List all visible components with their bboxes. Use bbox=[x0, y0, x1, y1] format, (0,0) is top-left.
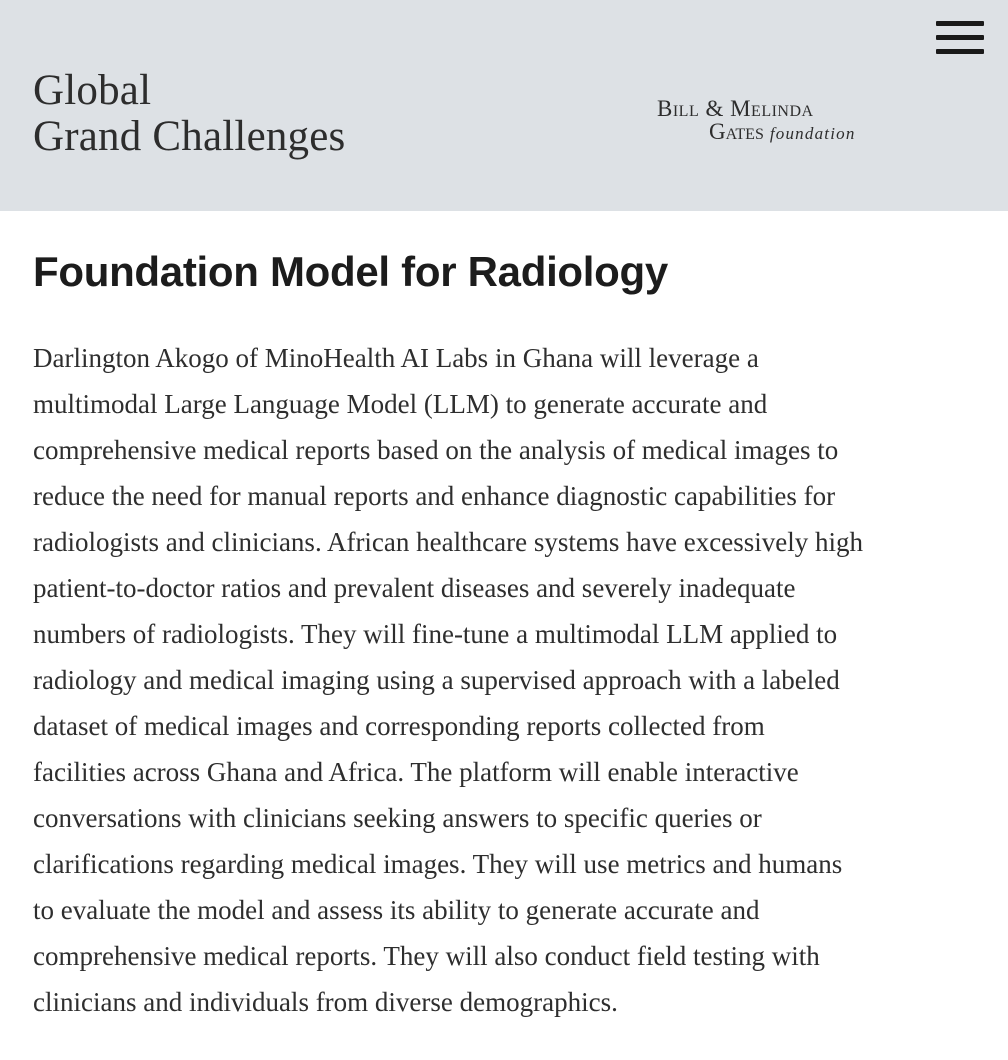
body-line: patient-to-doctor ratios and prevalent diseases and severely inadequate bbox=[33, 573, 796, 603]
menu-bar-bottom bbox=[936, 49, 984, 54]
body-line: comprehensive medical reports based on the analysis of medical images to bbox=[33, 435, 839, 465]
hamburger-menu-icon[interactable] bbox=[932, 18, 986, 58]
body-line: comprehensive medical reports. They will also conduct field testing with bbox=[33, 941, 820, 971]
page-title: Foundation Model for Radiology bbox=[33, 248, 668, 295]
body-line: clinicians and individuals from diverse demographics. bbox=[33, 987, 618, 1017]
logo-line1: Bill & Melinda bbox=[657, 96, 814, 121]
article bbox=[33, 243, 983, 1017]
menu-bar-middle bbox=[936, 35, 984, 40]
body-line: reduce the need for manual reports and enhance diagnostic capabilities for bbox=[33, 481, 836, 511]
body-line: numbers of radiologists. They will fine-tune a multimodal LLM applied to bbox=[33, 619, 838, 649]
site-title[interactable] bbox=[33, 68, 345, 160]
body-line: Darlington Akogo of MinoHealth AI Labs in Ghana will leverage a bbox=[33, 343, 759, 373]
site-title-line1: Global bbox=[33, 67, 152, 114]
body-line: to evaluate the model and assess its ability to generate accurate and bbox=[33, 895, 760, 925]
body-line: multimodal Large Language Model (LLM) to generate accurate and bbox=[33, 389, 768, 419]
body-line: dataset of medical images and corresponding reports collected from bbox=[33, 711, 765, 741]
menu-bar-top bbox=[936, 21, 984, 26]
body-line: radiologists and clinicians. African healthcare systems have excessively high bbox=[33, 527, 863, 557]
body-line: clarifications regarding medical images. They will use metrics and humans bbox=[33, 849, 843, 879]
logo-foundation: foundation bbox=[769, 124, 856, 143]
body-line: conversations with clinicians seeking answers to specific queries or bbox=[33, 803, 762, 833]
logo-line2 bbox=[709, 119, 856, 145]
body-line: radiology and medical imaging using a supervised approach with a labeled bbox=[33, 665, 840, 695]
logo-gates: Gates bbox=[709, 119, 764, 144]
site-title-line2: Grand Challenges bbox=[33, 113, 346, 160]
article-body bbox=[33, 335, 983, 1025]
gates-foundation-logo[interactable] bbox=[657, 96, 897, 146]
site-header bbox=[0, 0, 1008, 211]
body-line: facilities across Ghana and Africa. The platform will enable interactive bbox=[33, 757, 799, 787]
